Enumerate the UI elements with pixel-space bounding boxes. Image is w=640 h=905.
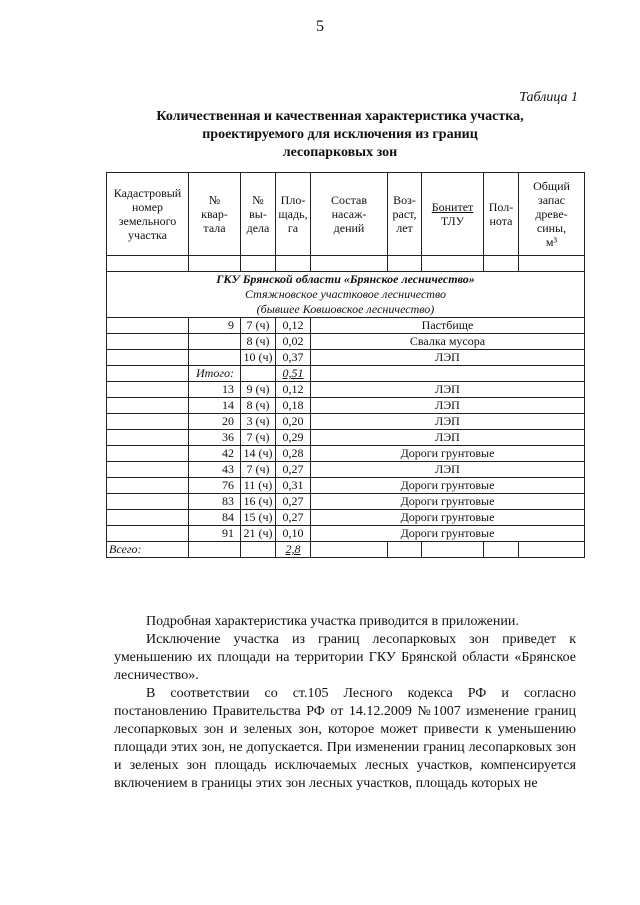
- cell-area: 0,27: [276, 510, 311, 526]
- cell-kvartal: [189, 350, 241, 366]
- cell-description: ЛЭП: [311, 350, 585, 366]
- cell-description: Свалка мусора: [311, 334, 585, 350]
- cell-cadastral: [107, 478, 189, 494]
- table-row: [107, 510, 585, 526]
- cell-kvartal: [189, 334, 241, 350]
- total-label: Всего:: [107, 542, 189, 558]
- header-age: Воз- раст, лет: [388, 173, 422, 256]
- cell-vydel: 8 (ч): [241, 334, 276, 350]
- paragraph: В соответствии со ст.105 Лесного кодекса РФ и согласно постановлению Правительства РФ от 14.12.2009 №1007 изменение границ лесопарковых зон и зеленых зон, которое может привести к уменьшению площади этих зон, не допускается. При изменении границ лесопарковых зон и зеленых зон площадь исключаемых лесных участков, компенсируется включением в границы этих зон лесных участков, площадь которых не: [114, 686, 576, 791]
- cell-cadastral: [107, 334, 189, 350]
- header-area: Пло- щадь, га: [276, 173, 311, 256]
- cell-vydel: 9 (ч): [241, 382, 276, 398]
- cell-cadastral: [107, 414, 189, 430]
- table-label: Таблица 1: [519, 90, 578, 105]
- header-bonitet-tlu: [422, 173, 484, 256]
- cell-cadastral: [107, 398, 189, 414]
- total-empty: [519, 542, 585, 558]
- total-area: 2,8: [276, 542, 311, 558]
- total-empty: [241, 542, 276, 558]
- table-row: [107, 494, 585, 510]
- cell-kvartal: 83: [189, 494, 241, 510]
- cell-kvartal: 43: [189, 462, 241, 478]
- org-line-forestry: ГКУ Брянской области «Брянское лесничество»: [216, 272, 475, 286]
- cell-kvartal: 14: [189, 398, 241, 414]
- table-row: [107, 462, 585, 478]
- cell-vydel: 16 (ч): [241, 494, 276, 510]
- cell-area: 0,02: [276, 334, 311, 350]
- cell-description: Дороги грунтовые: [311, 478, 585, 494]
- cell-area: 0,51: [276, 366, 311, 382]
- cell-vydel: 7 (ч): [241, 318, 276, 334]
- land-plot-table: [106, 172, 585, 558]
- cell-kvartal: 76: [189, 478, 241, 494]
- header-cadastral: Кадастровый номер земельного участка: [107, 173, 189, 256]
- table-title: [90, 108, 590, 162]
- org-line-former: (бывшее Ковшовское лесничество): [256, 302, 435, 316]
- cell-description: Дороги грунтовые: [311, 526, 585, 542]
- cell-area: 0,28: [276, 446, 311, 462]
- cell-description: ЛЭП: [311, 462, 585, 478]
- cell-description: Пастбище: [311, 318, 585, 334]
- cell-vydel: [241, 366, 276, 382]
- cell-description: ЛЭП: [311, 382, 585, 398]
- cell-vydel: 7 (ч): [241, 430, 276, 446]
- cell-area: 0,27: [276, 462, 311, 478]
- cell-kvartal: 91: [189, 526, 241, 542]
- cell-description: Дороги грунтовые: [311, 446, 585, 462]
- total-row: [107, 542, 585, 558]
- cell-area: 0,27: [276, 494, 311, 510]
- cell-vydel: 21 (ч): [241, 526, 276, 542]
- cell-vydel: 8 (ч): [241, 398, 276, 414]
- cell-area: 0,10: [276, 526, 311, 542]
- cell-area: 0,37: [276, 350, 311, 366]
- cell-area: 0,12: [276, 382, 311, 398]
- cell-vydel: 10 (ч): [241, 350, 276, 366]
- cell-kvartal: Итого:: [189, 366, 241, 382]
- header-kvartal: № квар- тала: [189, 173, 241, 256]
- paragraph: Исключение участка из границ лесопарковых зон приведет к уменьшению их площади на территории ГКУ Брянской области «Брянское лесничество».: [114, 632, 576, 683]
- org-row: [107, 272, 585, 318]
- total-empty: [484, 542, 519, 558]
- cell-kvartal: 42: [189, 446, 241, 462]
- cell-cadastral: [107, 430, 189, 446]
- cell-cadastral: [107, 350, 189, 366]
- cell-kvartal: 84: [189, 510, 241, 526]
- table-row: [107, 350, 585, 366]
- cell-cadastral: [107, 366, 189, 382]
- header-vydel: № вы- дела: [241, 173, 276, 256]
- total-empty: [311, 542, 388, 558]
- cell-cadastral: [107, 526, 189, 542]
- cell-description: ЛЭП: [311, 414, 585, 430]
- table-row: [107, 446, 585, 462]
- title-line: Количественная и качественная характеристика участка,: [156, 109, 524, 124]
- cell-vydel: 15 (ч): [241, 510, 276, 526]
- title-line: проектируемого для исключения из границ: [202, 127, 478, 142]
- cell-description: ЛЭП: [311, 398, 585, 414]
- cell-cadastral: [107, 446, 189, 462]
- header-tlu: ТЛУ: [440, 214, 465, 228]
- body-text: [114, 613, 576, 793]
- cell-vydel: 11 (ч): [241, 478, 276, 494]
- cell-cadastral: [107, 510, 189, 526]
- spacer-row: [107, 256, 585, 272]
- cell-description: Дороги грунтовые: [311, 510, 585, 526]
- cell-cadastral: [107, 494, 189, 510]
- cell-description: ЛЭП: [311, 430, 585, 446]
- total-empty: [388, 542, 422, 558]
- cell-kvartal: 36: [189, 430, 241, 446]
- cell-description: [311, 366, 585, 382]
- table-row: [107, 382, 585, 398]
- cell-vydel: 7 (ч): [241, 462, 276, 478]
- cell-area: 0,12: [276, 318, 311, 334]
- cell-vydel: 3 (ч): [241, 414, 276, 430]
- subtotal-row: [107, 366, 585, 382]
- table-row: [107, 414, 585, 430]
- cell-cadastral: [107, 462, 189, 478]
- cell-kvartal: 20: [189, 414, 241, 430]
- table-row: [107, 318, 585, 334]
- table-row: [107, 430, 585, 446]
- header-stock: Общий запас древе- сины, м³: [519, 173, 585, 256]
- table-row: [107, 398, 585, 414]
- cell-kvartal: 13: [189, 382, 241, 398]
- paragraph: Подробная характеристика участка приводится в приложении.: [146, 614, 519, 629]
- cell-cadastral: [107, 382, 189, 398]
- cell-vydel: 14 (ч): [241, 446, 276, 462]
- total-empty: [189, 542, 241, 558]
- cell-cadastral: [107, 318, 189, 334]
- total-empty: [422, 542, 484, 558]
- cell-area: 0,31: [276, 478, 311, 494]
- title-line: лесопарковых зон: [282, 145, 398, 160]
- header-composition: Состав насаж- дений: [311, 173, 388, 256]
- table-row: [107, 526, 585, 542]
- header-polnota: Пол- нота: [484, 173, 519, 256]
- cell-area: 0,18: [276, 398, 311, 414]
- cell-area: 0,20: [276, 414, 311, 430]
- page-number: 5: [316, 18, 324, 35]
- header-bonitet: Бонитет: [431, 200, 474, 214]
- table-row: [107, 478, 585, 494]
- table-row: [107, 334, 585, 350]
- cell-kvartal: 9: [189, 318, 241, 334]
- cell-area: 0,29: [276, 430, 311, 446]
- org-line-district: Стяжновское участковое лесничество: [244, 287, 447, 301]
- cell-description: Дороги грунтовые: [311, 494, 585, 510]
